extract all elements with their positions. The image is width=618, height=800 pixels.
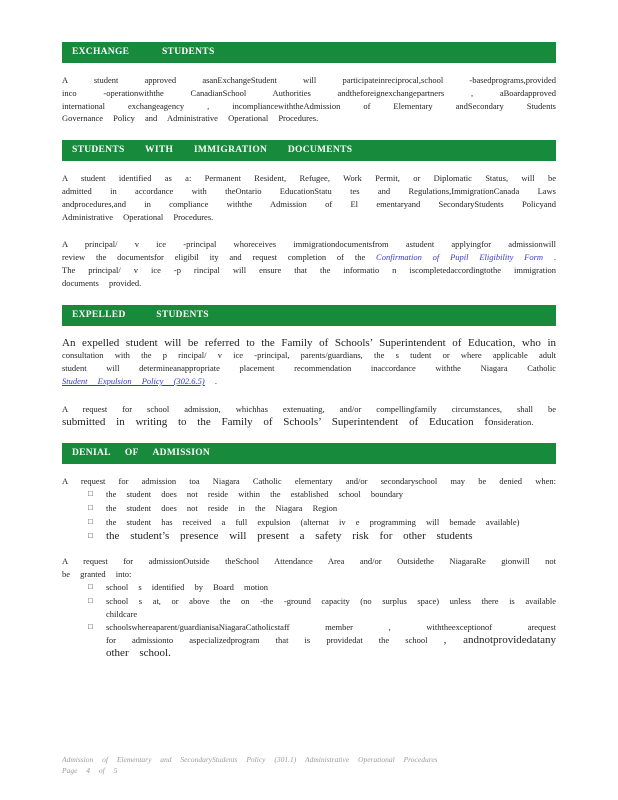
section-expelled-students — [62, 305, 556, 429]
section-header-exchange-students: EXCHANGE STUDENTS — [62, 42, 556, 63]
text-run: . — [543, 252, 556, 263]
text-run: the student does not reside within the established school boundary — [106, 489, 403, 500]
text-line — [106, 530, 556, 543]
paragraph — [62, 238, 556, 289]
checkbox-bullet-icon: □ — [88, 622, 93, 632]
text-run: A request for admission toa Niagara Catholic elementary and/or secondaryschool may be denied when: — [62, 476, 556, 487]
text-run: the student has received a full expulsion (alternat iv e programming will bemade available) — [106, 516, 520, 527]
text-run: other school. — [106, 646, 171, 659]
text-run: Administrative Operational Procedures. — [62, 211, 214, 222]
text-run: consultation with the p rincipal/ v ice -principal, parents/guardians, the s tudent or where applicable adult — [62, 350, 556, 361]
text-line — [62, 349, 556, 362]
bullet-item — [88, 516, 556, 529]
student-expulsion-policy-link[interactable]: Student Expulsion Policy (302.6.5) — [62, 375, 205, 386]
text-line — [62, 74, 556, 87]
bullet-text — [106, 502, 556, 515]
section-denial-of-admission — [62, 443, 556, 659]
text-run: inco -operationwiththe CanadianSchool Authorities andtheforeignexchangepartners , aBoardapproved — [62, 87, 556, 98]
bullet-list — [62, 581, 556, 660]
text-line — [106, 608, 556, 621]
document-body — [62, 42, 556, 660]
text-run: admitted in accordance with theOntario EducationStatu tes and Regulations,ImmigrationCanada Laws — [62, 185, 556, 196]
text-run: review the documentsfor eligibil ity and request completion of the — [62, 252, 377, 263]
text-run: . — [204, 375, 217, 386]
text-line — [106, 634, 556, 647]
text-line — [106, 647, 556, 660]
section-exchange-students — [62, 42, 556, 125]
bullet-item — [88, 621, 556, 659]
text-line — [62, 475, 556, 488]
text-line — [106, 516, 556, 529]
paragraph — [62, 172, 556, 223]
bullet-item — [88, 488, 556, 501]
confirmation-of-pupil-eligibility-form-link[interactable]: Confirmation of Pupil Eligibility Form — [376, 252, 544, 263]
text-run: A principal/ v ice -principal whoreceives immigrationdocumentsfrom astudent applyingfor admissionwill — [62, 239, 556, 250]
text-line — [106, 595, 556, 608]
text-line — [106, 581, 556, 594]
bullet-text — [106, 581, 556, 594]
bullet-item — [88, 595, 556, 621]
paragraph — [62, 555, 556, 581]
section-header-denial-of-admission: DENIAL OF ADMISSION — [62, 443, 556, 464]
text-line — [106, 488, 556, 501]
text-run: school s at, or above the on -the -ground capacity (no surplus space) unless there is available — [106, 595, 556, 606]
text-line — [62, 172, 556, 185]
footer-page-number: Page 4 of 5 — [62, 765, 118, 775]
text-line — [62, 568, 556, 581]
policy-document-page — [62, 42, 556, 673]
text-run: An expelled student will be referred to the Family of Schools’ Superintendent of Education, who in — [62, 336, 556, 349]
text-line — [62, 416, 556, 429]
text-run: schoolswhereaparent/guardianisaNiagaraCatholicstaff member , withtheexceptionof arequest — [106, 622, 556, 633]
text-run: , andnotprovidedatany — [443, 634, 556, 647]
text-run: A student approved asanExchangeStudent will participateinreciprocal,school -basedprograms,provided — [62, 75, 556, 85]
bullet-item — [88, 581, 556, 594]
text-run: nsideration. — [493, 416, 534, 427]
text-line — [62, 337, 556, 350]
text-run: for admissionto aspecializedprogram that is providedat the school — [106, 635, 444, 646]
text-run: andprocedures,and in compliance withthe Admission of El ementaryand SecondaryStudents Policyand — [62, 198, 556, 209]
paragraph — [62, 337, 556, 388]
bullet-text — [106, 595, 556, 621]
checkbox-bullet-icon: □ — [88, 581, 93, 591]
text-line — [62, 87, 556, 100]
text-run: The principal/ v ice -p rincipal will ensure that the informatio n iscompletedaccordingtothe immigration — [62, 264, 556, 275]
text-line — [62, 238, 556, 251]
section-header-students-with-immigration-documents: STUDENTS WITH IMMIGRATION DOCUMENTS — [62, 140, 556, 161]
text-run: Governance Policy and Administrative Operational Procedures. — [62, 113, 319, 124]
text-run: submitted in writing to the Family of Schools’ Superintendent of Education fo — [62, 415, 494, 428]
bullet-text — [106, 488, 556, 501]
text-line — [62, 185, 556, 198]
text-line — [62, 403, 556, 416]
text-run: childcare — [106, 608, 138, 619]
checkbox-bullet-icon: □ — [88, 489, 93, 499]
text-line — [62, 375, 556, 388]
bullet-text — [106, 530, 556, 543]
checkbox-bullet-icon: □ — [88, 502, 93, 512]
text-line — [62, 555, 556, 568]
checkbox-bullet-icon: □ — [88, 595, 93, 605]
text-line — [62, 100, 556, 113]
text-line — [62, 251, 556, 264]
checkbox-bullet-icon: □ — [88, 530, 93, 540]
text-run: A request for admissionOutside theSchool Attendance Area and/or Outsidethe NiagaraRe gionwill not — [62, 556, 556, 567]
footer-policy-title: Admission of Elementary and SecondaryStudents Policy (301.1) Administrative Operational Procedures — [62, 755, 438, 764]
paragraph — [62, 74, 556, 125]
text-line — [106, 621, 556, 634]
text-line — [62, 264, 556, 277]
bullet-text — [106, 621, 556, 659]
paragraph — [62, 403, 556, 429]
text-line — [62, 198, 556, 211]
bullet-item — [88, 502, 556, 515]
paragraph — [62, 475, 556, 488]
text-line — [106, 502, 556, 515]
text-run: be granted into: — [62, 569, 132, 580]
bullet-list — [62, 488, 556, 542]
page-footer — [62, 755, 492, 776]
text-line — [62, 277, 556, 290]
text-line — [62, 112, 556, 125]
text-run: international exchangeagency , incompliancewiththeAdmission of Elementary andSecondary Students — [62, 100, 556, 111]
text-run: school s identified by Board motion — [106, 581, 269, 592]
text-run: the student’s presence will present a safety risk for other students — [106, 529, 473, 542]
text-run: A request for school admission, whichhas extenuating, and/or compellingfamily circumstances, shall be — [62, 403, 556, 414]
text-line — [62, 362, 556, 375]
text-run: the student does not reside in the Niagara Region — [106, 502, 338, 513]
text-run: documents provided. — [62, 277, 142, 288]
text-run: student will determineanappropriate placement recommendation inaccordance withthe Niagara Catholic — [62, 363, 556, 374]
section-header-expelled-students: EXPELLED STUDENTS — [62, 305, 556, 326]
bullet-text — [106, 516, 556, 529]
text-run: A student identified as a: Permanent Resident, Refugee, Work Permit, or Diplomatic Status, will be — [62, 173, 556, 184]
section-students-with-immigration-documents — [62, 140, 556, 289]
bullet-item — [88, 530, 556, 543]
checkbox-bullet-icon: □ — [88, 516, 93, 526]
text-line — [62, 211, 556, 224]
